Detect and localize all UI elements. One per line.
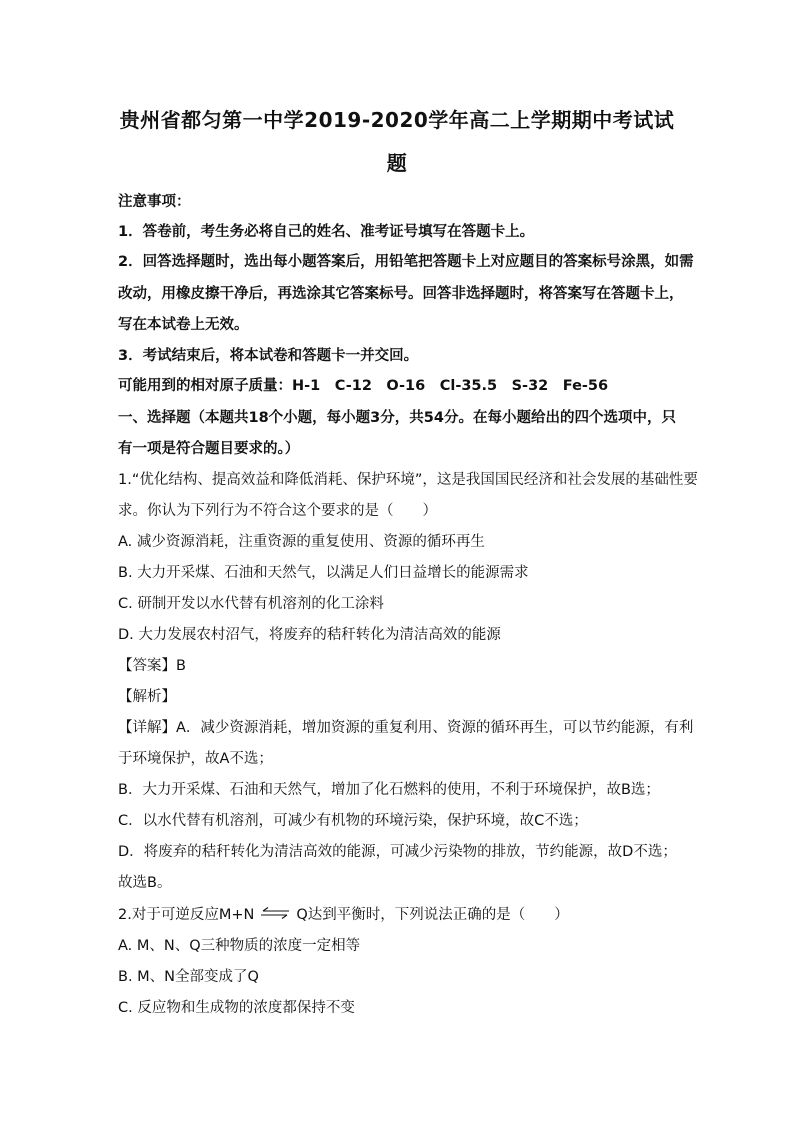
q1-conclusion: 故选B。: [118, 875, 172, 891]
notice-item-2-line2: 改动，用橡皮擦干净后，再选涂其它答案标号。回答非选择题时，将答案写在答题卡上，: [118, 286, 684, 302]
q1-answer: 【答案】B: [118, 658, 186, 674]
notice-item-2-line1: 2．回答选择题时，选出每小题答案后，用铅笔把答题卡上对应题目的答案标号涂黑，如需: [118, 254, 694, 270]
atomic-masses: 可能用到的相对原子质量：H-1 C-12 O-16 Cl-35.5 S-32 Fe-56: [118, 378, 609, 394]
exam-title-line1: 贵州省都匀第一中学2019-2020学年高二上学期期中考试试: [119, 108, 675, 132]
q2-option-c: C. 反应物和生成物的浓度都保持不变: [118, 1000, 355, 1016]
q1-analysis-label: 【解析】: [118, 689, 176, 705]
notice-item-2-line3: 写在本试卷上无效。: [118, 317, 249, 333]
q2-stem-before: 2.对于可逆反应M+N: [118, 907, 255, 923]
q1-detail-line2: 于环境保护，故A不选；: [118, 751, 273, 767]
q1-detail-d: D．将废弃的秸秆转化为清洁高效的能源，可减少污染物的排放，节约能源，故D不选；: [118, 844, 677, 860]
notice-item-1: 1．答卷前，考生务必将自己的姓名、准考证号填写在答题卡上。: [118, 224, 535, 240]
q2-stem: [118, 903, 688, 924]
q1-option-a: A. 减少资源消耗，注重资源的重复使用、资源的循环再生: [118, 534, 485, 550]
notice-heading: 注意事项：: [118, 194, 191, 210]
q2-option-a: A. M、N、Q三种物质的浓度一定相等: [118, 938, 361, 954]
section-heading-line2: 有一项是符合题目要求的。）: [118, 441, 300, 457]
notice-item-3: 3．考试结束后，将本试卷和答题卡一并交回。: [118, 348, 419, 364]
exam-title-line2: 题: [386, 151, 408, 175]
q1-detail-c: C．以水代替有机溶剂，可减少有机物的环境污染，保护环境，故C不选；: [118, 813, 588, 829]
reversible-arrow-icon: [260, 907, 290, 923]
q2-option-b: B. M、N全部变成了Q: [118, 969, 259, 985]
q1-stem-line2: 求。你认为下列行为不符合这个要求的是（ ）: [118, 503, 437, 519]
q1-option-b: B. 大力开采煤、石油和天然气，以满足人们日益增长的能源需求: [118, 565, 529, 581]
q1-detail-line1: 【详解】A．减少资源消耗，增加资源的重复利用、资源的循环再生，可以节约能源，有利: [118, 720, 694, 736]
q1-stem-line1: 1.“优化结构、提高效益和降低消耗、保护环境”，这是我国国民经济和社会发展的基础性要: [118, 472, 698, 488]
q1-option-d: D. 大力发展农村沼气，将废弃的秸秆转化为清洁高效的能源: [118, 627, 501, 643]
q2-stem-after: Q达到平衡时，下列说法正确的是（ ）: [296, 907, 569, 923]
q1-option-c: C. 研制开发以水代替有机溶剂的化工涂料: [118, 596, 384, 612]
section-heading-line1: 一、选择题（本题共18个小题，每小题3分，共54分。在每小题给出的四个选项中，只: [118, 410, 676, 426]
q1-detail-b: B．大力开采煤、石油和天然气，增加了化石燃料的使用，不利于环境保护，故B选；: [118, 782, 660, 798]
